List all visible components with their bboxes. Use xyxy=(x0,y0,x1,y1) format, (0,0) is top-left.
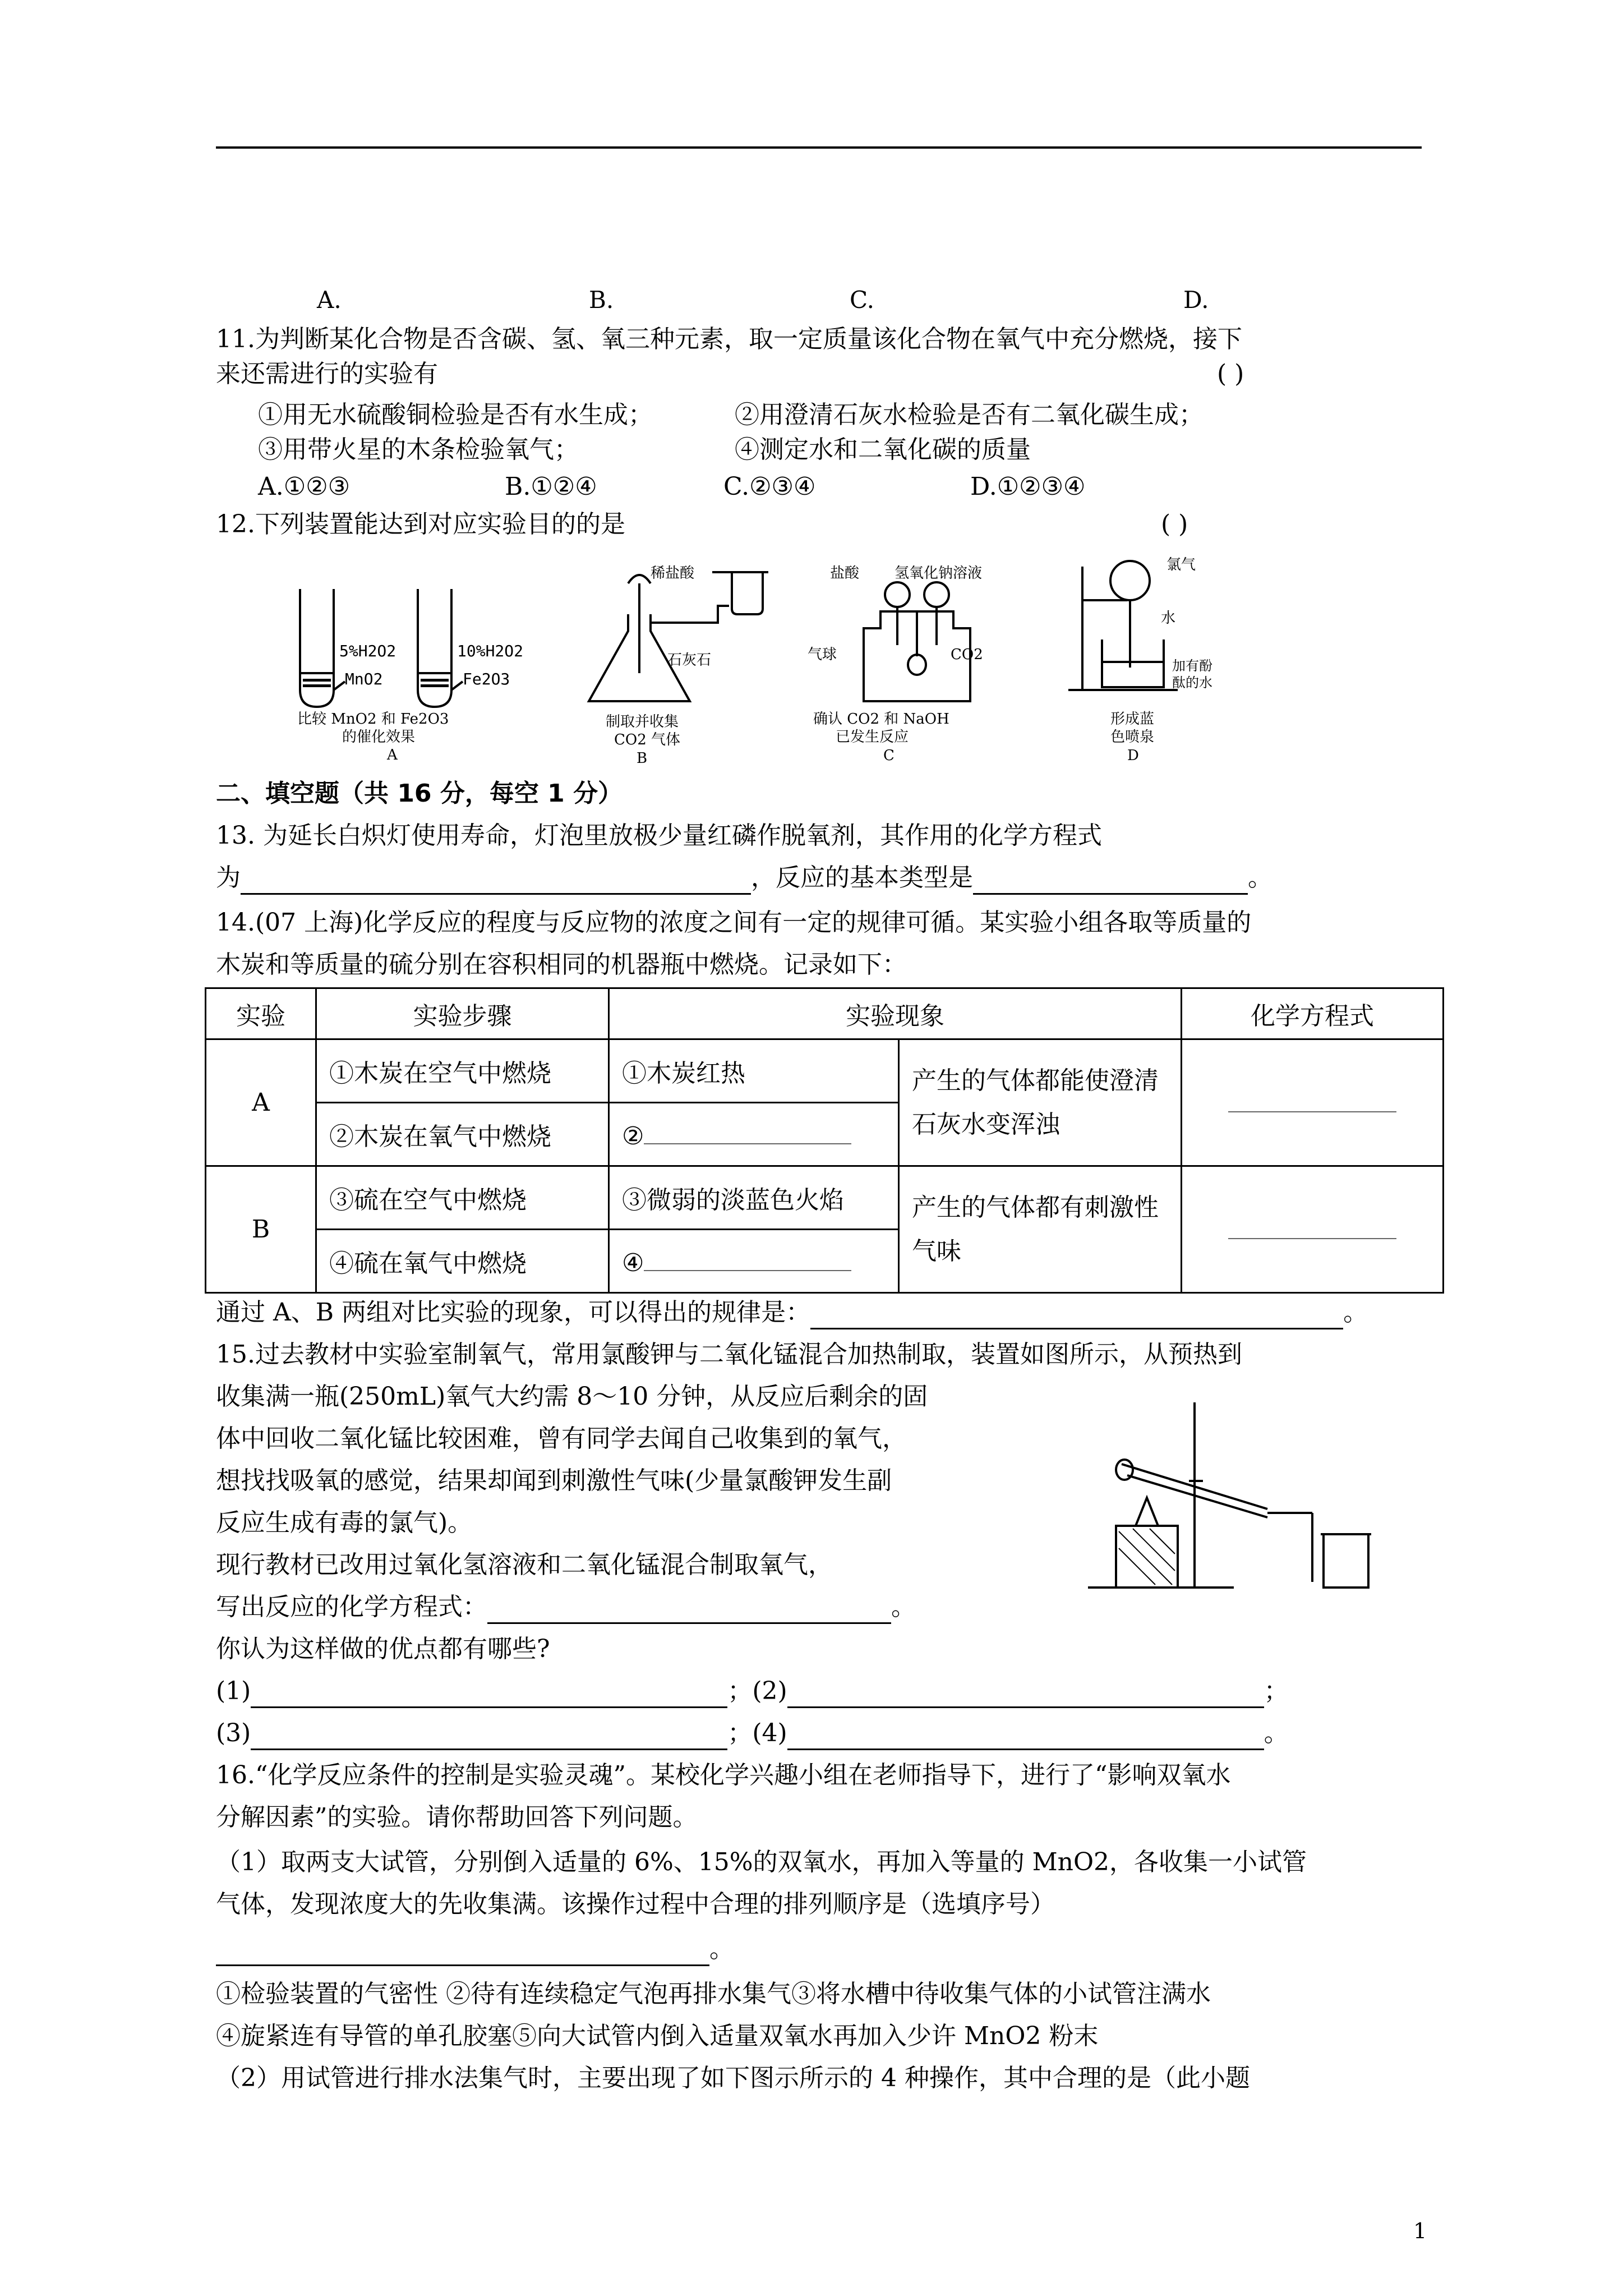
q15-line7: 写出反应的化学方程式： xyxy=(216,1593,487,1621)
q16-line6: ①检验装置的气密性 ②待有连续稳定气泡再排水集气③将水槽中待收集气体的小试管注满水 xyxy=(216,1980,1211,2008)
q11-opt1: ①用无水硫酸铜检验是否有水生成； xyxy=(258,401,653,429)
fig-c-caption-1: 确认 CO2 和 NaOH xyxy=(813,711,949,728)
q16-line3: （1）取两支大试管，分别倒入适量的 6%、15%的双氧水，再加入等量的 MnO2，各收集一小试管 xyxy=(216,1848,1307,1876)
table-row xyxy=(206,1039,1444,1103)
q16-line5 xyxy=(216,1932,734,1966)
q15-adv-4-blank[interactable] xyxy=(787,1722,1264,1750)
fig-b-caption-2: CO2 气体 xyxy=(614,731,681,748)
q15-semi: ； xyxy=(1264,1677,1289,1705)
q11-paren: ( ) xyxy=(1217,360,1244,388)
q16-line4: 气体，发现浓度大的先收集满。该操作过程中合理的排列顺序是（选填序号） xyxy=(216,1890,1055,1918)
fig-a-label-2: MnO2 xyxy=(345,670,383,688)
q11-choice-c: C.②③④ xyxy=(723,472,816,501)
q15-p2: ；(2) xyxy=(727,1677,787,1705)
equation-b-blank[interactable] xyxy=(1228,1213,1396,1239)
fig-d-letter: D xyxy=(1127,747,1139,764)
phenomenon-a2-blank[interactable] xyxy=(644,1119,851,1144)
q11-opt3: ③用带火星的木条检验氧气； xyxy=(258,435,579,464)
page-number: 1 xyxy=(1413,2219,1427,2243)
q15-line3: 体中回收二氧化锰比较困难，曾有同学去闻自己收集到的氧气， xyxy=(216,1424,907,1453)
fig-b-caption-1: 制取并收集 xyxy=(606,714,679,730)
phenomenon-a2: ② xyxy=(622,1121,644,1151)
q15-line5: 反应生成有毒的氯气)。 xyxy=(216,1508,473,1537)
common-a: 产生的气体都能使澄清石灰水变浑浊 xyxy=(899,1039,1182,1166)
q15-p1: (1) xyxy=(216,1677,251,1705)
q16-line7: ④旋紧连有导管的单孔胶塞⑤向大试管内倒入适量双氧水再加入少许 MnO2 粉末 xyxy=(216,2022,1099,2050)
q14-conclusion: 通过 A、B 两组对比实验的现象，可以得出的规律是： xyxy=(216,1298,811,1327)
q15-p4: ；(4) xyxy=(727,1719,787,1747)
equation-a-cell[interactable] xyxy=(1182,1039,1444,1166)
fig-c-gas-label: CO2 xyxy=(951,646,983,663)
q16-line1: 16.“化学反应条件的控制是实验灵魂”。某校化学兴趣小组在老师指导下，进行了“影响双氧水 xyxy=(216,1761,1231,1789)
figure-c xyxy=(802,561,1049,769)
figure-b xyxy=(583,561,819,769)
table-header: 实验现象 xyxy=(609,988,1182,1039)
table-header: 实验 xyxy=(206,988,316,1039)
q13-line1: 13. 为延长白炽灯使用寿命，灯泡里放极少量红磷作脱氧剂，其作用的化学方程式 xyxy=(216,821,1102,850)
fig-c-caption-2: 已发生反应 xyxy=(836,729,909,746)
fig-a-label-4: Fe2O3 xyxy=(463,670,510,688)
option-a: A. xyxy=(317,286,342,314)
phenomenon-b1: ③微弱的淡蓝色火焰 xyxy=(609,1166,899,1230)
fig-a-letter: A xyxy=(387,747,398,763)
q14-conclusion-line xyxy=(216,1296,1368,1329)
q11-choice-a: A.①②③ xyxy=(258,472,351,501)
fig-b-letter: B xyxy=(637,750,648,767)
q15-line2: 收集满一瓶(250mL)氧气大约需 8～10 分钟，从反应后剩余的固 xyxy=(216,1382,928,1411)
fig-d-label-1: 加有酚 xyxy=(1172,658,1212,674)
option-c: C. xyxy=(850,286,874,314)
fig-c-naoh-label: 氢氧化钠溶液 xyxy=(895,565,983,582)
table-header-row xyxy=(206,988,1444,1039)
phenomenon-a2-cell[interactable] xyxy=(609,1103,899,1166)
figure-potassium-chlorate-apparatus xyxy=(1082,1397,1396,1599)
q15-adv-row-2 xyxy=(216,1717,1289,1750)
q15-adv-1-blank[interactable] xyxy=(251,1680,727,1708)
q15-line8: 你认为这样做的优点都有哪些? xyxy=(216,1635,550,1663)
fig-b-stone-label: 石灰石 xyxy=(667,652,712,669)
q14-end: 。 xyxy=(1343,1298,1368,1327)
fig-d-label-2: 酞的水 xyxy=(1172,675,1212,691)
fig-d-caption-2: 色喷泉 xyxy=(1110,729,1155,746)
q15-line1: 15.过去教材中实验室制氧气，常用氯酸钾与二氧化锰混合加热制取，装置如图所示，从预热到 xyxy=(216,1340,1242,1369)
group-b-label: B xyxy=(206,1166,316,1293)
fig-d-water-label: 水 xyxy=(1161,610,1176,627)
q15-adv-row-1 xyxy=(216,1674,1289,1708)
option-d: D. xyxy=(1183,286,1209,314)
q15-line6: 现行教材已改用过氧化氢溶液和二氧化锰混合制取氧气， xyxy=(216,1550,833,1579)
table-header: 化学方程式 xyxy=(1182,988,1444,1039)
fig-d-caption-1: 形成蓝 xyxy=(1110,711,1155,728)
q13-type-blank[interactable] xyxy=(973,866,1248,895)
step-a2: ②木炭在氧气中燃烧 xyxy=(316,1103,609,1166)
experiment-table xyxy=(205,987,1444,1294)
q11-choice-d: D.①②③④ xyxy=(970,472,1086,501)
q11-opt4: ④测定水和二氧化碳的质量 xyxy=(735,435,1031,464)
q15-line7-row xyxy=(216,1590,916,1624)
group-a-label: A xyxy=(206,1039,316,1166)
q15-equation-blank[interactable] xyxy=(487,1595,891,1624)
fig-a-caption-1: 比较 MnO2 和 Fe2O3 xyxy=(297,711,449,728)
q15-period-1: 。 xyxy=(891,1593,916,1621)
fig-c-letter: C xyxy=(883,747,895,764)
equation-a-blank[interactable] xyxy=(1228,1087,1396,1112)
header-rule xyxy=(216,146,1422,149)
table-header: 实验步骤 xyxy=(316,988,609,1039)
phenomenon-b2-cell[interactable] xyxy=(609,1230,899,1293)
q13-equation-blank[interactable] xyxy=(241,866,751,895)
q16-line8: （2）用试管进行排水法集气时，主要出现了如下图示所示的 4 种操作，其中合理的是（此小题 xyxy=(216,2064,1250,2092)
q15-p3: (3) xyxy=(216,1719,251,1747)
common-b: 产生的气体都有刺激性气味 xyxy=(899,1166,1182,1293)
q11-line2: 来还需进行的实验有 xyxy=(216,360,438,388)
step-b2: ④硫在氧气中燃烧 xyxy=(316,1230,609,1293)
fig-c-balloon-label: 气球 xyxy=(808,646,837,663)
table-row xyxy=(206,1166,1444,1230)
q16-order-blank[interactable] xyxy=(216,1938,709,1966)
step-a1: ①木炭在空气中燃烧 xyxy=(316,1039,609,1103)
q12-paren: ( ) xyxy=(1161,510,1188,539)
q14-line1: 14.(07 上海)化学反应的程度与反应物的浓度之间有一定的规律可循。某实验小组各取等质量的 xyxy=(216,908,1252,937)
fig-a-label-1: 5%H2O2 xyxy=(339,642,396,660)
q13-line2 xyxy=(216,861,1272,895)
section-heading: 二、填空题（共 16 分，每空 1 分） xyxy=(216,779,623,808)
q13-mid: ，反应的基本类型是 xyxy=(751,863,973,892)
q11-choice-b: B.①②④ xyxy=(505,472,597,501)
phenomenon-a1: ①木炭红热 xyxy=(609,1039,899,1103)
fig-d-gas-label: 氯气 xyxy=(1166,556,1196,573)
step-b1: ③硫在空气中燃烧 xyxy=(316,1166,609,1230)
q11-line1: 11.为判断某化合物是否含碳、氢、氧三种元素，取一定质量该化合物在氧气中充分燃烧，接下 xyxy=(216,325,1242,353)
equation-b-cell[interactable] xyxy=(1182,1166,1444,1293)
fig-c-acid-label: 盐酸 xyxy=(830,565,860,582)
q16-line2: 分解因素”的实验。请你帮助回答下列问题。 xyxy=(216,1803,698,1832)
q13-wei: 为 xyxy=(216,863,241,892)
figure-a xyxy=(292,583,578,769)
q12-text: 12.下列装置能达到对应实验目的的是 xyxy=(216,510,625,539)
q14-rule-blank[interactable] xyxy=(810,1301,1343,1329)
q11-opt2: ②用澄清石灰水检验是否有二氧化碳生成； xyxy=(735,401,1204,429)
q15-adv-3-blank[interactable] xyxy=(251,1722,727,1750)
q14-line2: 木炭和等质量的硫分别在容积相同的机器瓶中燃烧。记录如下： xyxy=(216,950,907,979)
q15-line4: 想找找吸氧的感觉，结果却闻到刺激性气味(少量氯酸钾发生副 xyxy=(216,1466,892,1495)
option-b: B. xyxy=(589,286,614,314)
q15-period-2: 。 xyxy=(1264,1719,1289,1747)
q16-line5-end: 。 xyxy=(709,1935,734,1963)
fig-b-acid-label: 稀盐酸 xyxy=(651,565,695,582)
phenomenon-b2-blank[interactable] xyxy=(644,1245,851,1271)
figure-d xyxy=(1066,555,1267,769)
q13-end: 。 xyxy=(1248,863,1272,892)
phenomenon-b2: ④ xyxy=(622,1248,644,1277)
fig-a-caption-2: 的催化效果 xyxy=(342,729,416,746)
q15-adv-2-blank[interactable] xyxy=(787,1680,1264,1708)
fig-a-label-3: 10%H2O2 xyxy=(457,642,524,660)
